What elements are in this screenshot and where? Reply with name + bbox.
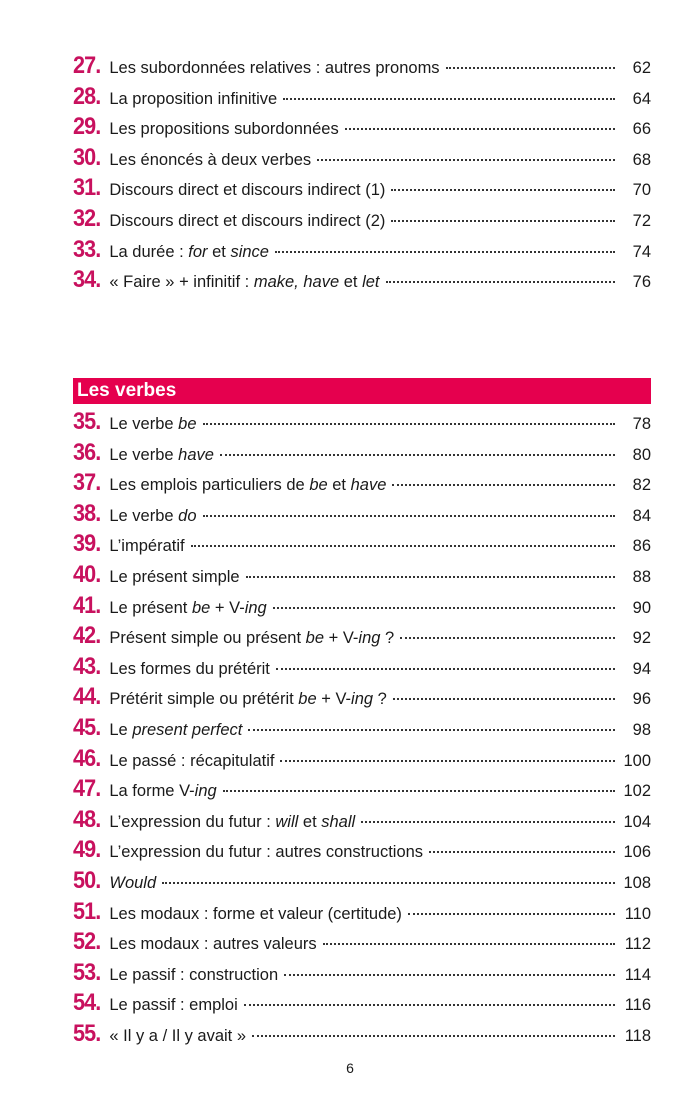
toc-leader-dots	[275, 250, 615, 253]
toc-leader-dots	[283, 97, 615, 100]
toc-entry-title-text: Le présent	[109, 598, 192, 617]
toc-entry-number: 50.	[73, 866, 101, 894]
toc-entry-page: 76	[632, 273, 651, 292]
toc-entry[interactable]	[73, 408, 651, 439]
toc-entry-title-italic: shall	[321, 812, 356, 831]
toc-entry[interactable]	[73, 236, 651, 267]
toc-entry-page: 104	[623, 812, 651, 831]
toc-entry-page: 96	[632, 690, 651, 709]
toc-entry[interactable]	[73, 469, 651, 500]
toc-entry-title-text: Les emplois particuliers de	[109, 476, 310, 495]
toc-leader-dots	[391, 188, 615, 191]
toc-entry-page: 66	[632, 120, 651, 139]
toc-leader-dots	[391, 219, 615, 222]
toc-entry-title-text: « Faire » + infinitif :	[109, 273, 254, 292]
toc-leader-dots	[392, 483, 615, 486]
toc-entry-title-text: « Il y a / Il y avait »	[109, 1026, 247, 1045]
toc-entry[interactable]	[73, 561, 651, 592]
toc-entry-number: 30.	[73, 143, 101, 171]
toc-entry[interactable]	[73, 714, 651, 745]
toc-entry-title-text: Les modaux : autres valeurs	[109, 935, 317, 954]
toc-leader-dots	[191, 544, 615, 547]
toc-entry-page: 110	[624, 904, 651, 923]
toc-entry-number: 34.	[73, 266, 101, 294]
toc-entry-title-text: Les énoncés à deux verbes	[109, 150, 312, 169]
toc-entry-title-text: + V-	[316, 690, 352, 709]
toc-entry-page: 86	[632, 537, 651, 556]
toc-entry[interactable]	[73, 836, 651, 867]
toc-entry-page: 78	[632, 415, 651, 433]
toc-entry-page: 100	[623, 751, 651, 770]
toc-leader-dots	[276, 667, 615, 670]
toc-leader-dots	[323, 942, 615, 945]
toc-entry-title-text: L’impératif	[109, 537, 185, 556]
toc-entry-title-text: ?	[373, 690, 387, 709]
toc-entry-title-italic: do	[178, 506, 197, 525]
toc-entry-title	[109, 1027, 246, 1046]
toc-entry-page: 116	[624, 996, 651, 1015]
toc-entry[interactable]	[73, 775, 651, 806]
toc-entry-title-text: Le passé : récapitulatif	[109, 751, 275, 770]
toc-entry-page: 82	[632, 476, 651, 495]
toc-entry-number: 49.	[73, 836, 101, 864]
toc-leader-dots	[446, 66, 615, 69]
toc-entry-number: 43.	[73, 652, 101, 680]
toc-entry-title	[109, 599, 266, 618]
toc-entry-title-text: L’expression du futur :	[109, 812, 276, 831]
toc-entry-title	[109, 721, 242, 740]
toc-entry-number: 39.	[73, 530, 101, 558]
toc-entry-number: 45.	[73, 713, 101, 741]
toc-entry[interactable]	[73, 52, 651, 83]
toc-entry-title-text: Discours direct et discours indirect (2)	[109, 211, 386, 230]
toc-leader-dots	[244, 1003, 615, 1006]
toc-entry-title-italic: have	[350, 476, 387, 495]
toc-entry-page: 112	[624, 935, 651, 954]
toc-leader-dots	[203, 514, 615, 517]
toc-entry[interactable]	[73, 592, 651, 623]
toc-entry-title	[109, 782, 216, 801]
toc-entry-title-text: Le passif : construction	[109, 965, 279, 984]
toc-entry-title-text: Le	[109, 720, 133, 739]
toc-leader-dots	[248, 728, 615, 731]
toc-entry[interactable]	[73, 266, 651, 297]
toc-leader-dots	[203, 422, 615, 425]
toc-entry-number: 27.	[73, 52, 101, 79]
toc-entry-title-text: La durée :	[109, 242, 189, 261]
toc-entry-title	[109, 629, 394, 648]
toc-entry-number: 36.	[73, 438, 101, 466]
toc-entry-number: 46.	[73, 744, 101, 772]
toc-entry-title-text: La proposition infinitive	[109, 89, 278, 108]
toc-entry[interactable]	[73, 500, 651, 531]
toc-entry[interactable]	[73, 898, 651, 929]
toc-entry[interactable]	[73, 205, 651, 236]
toc-entry[interactable]	[73, 439, 651, 470]
toc-entry[interactable]	[73, 530, 651, 561]
toc-entry-page: 118	[624, 1026, 651, 1045]
toc-entry-title	[109, 966, 278, 985]
toc-entry-title	[109, 415, 196, 434]
toc-entry-page: 92	[632, 629, 651, 648]
toc-entry-title-italic: be	[191, 598, 211, 617]
toc-leader-dots	[429, 850, 615, 853]
toc-entry-page: 98	[632, 720, 651, 739]
toc-entry[interactable]	[73, 622, 651, 653]
toc-entry-title	[109, 874, 156, 893]
toc-entry-title-text: Les subordonnées relatives : autres pronoms	[109, 59, 440, 77]
toc-entry[interactable]	[73, 928, 651, 959]
toc-entry-title	[109, 568, 239, 587]
toc-entry-title	[109, 59, 439, 78]
toc-leader-dots	[393, 697, 615, 700]
toc-entry-number: 55.	[73, 1019, 101, 1047]
toc-entry-number: 31.	[73, 174, 101, 202]
toc-entry-title	[109, 151, 311, 170]
toc-entry-number: 38.	[73, 499, 101, 527]
toc-entry-page: 106	[623, 843, 651, 862]
toc-entry-title-italic: ing	[351, 690, 374, 709]
toc-entry-title-text: La forme V-	[109, 782, 195, 801]
toc-entry-title	[109, 660, 270, 679]
toc-entry-number: 47.	[73, 775, 101, 803]
toc-entry-page: 102	[623, 782, 651, 801]
toc-entry-title-text: Le verbe	[109, 506, 179, 525]
toc-entry-page: 68	[632, 150, 651, 169]
toc-entry-title-italic: since	[230, 242, 269, 261]
toc-entry-page: 80	[632, 445, 651, 464]
toc-leader-dots	[162, 881, 615, 884]
toc-entry-title	[109, 537, 184, 556]
toc-entry-title-text: Le verbe	[109, 445, 179, 464]
toc-entry-number: 35.	[73, 408, 101, 435]
toc-entry-title	[109, 476, 386, 495]
toc-entry-number: 54.	[73, 989, 101, 1017]
toc-entry-title	[109, 752, 274, 771]
toc-entry-title-text: + V-	[210, 598, 245, 617]
toc-leader-dots	[252, 1034, 615, 1037]
toc-entry-title-italic: make, have	[253, 273, 340, 292]
toc-entry-title-text: Les formes du prétérit	[109, 659, 270, 678]
toc-entry-title-text: Prétérit simple ou prétérit	[109, 690, 299, 709]
toc-entry-title-text: et	[327, 476, 351, 495]
toc-entry-title-italic: be	[309, 476, 328, 495]
toc-leader-dots	[273, 606, 615, 609]
toc-entry-page: 94	[632, 659, 651, 678]
toc-entry-number: 29.	[73, 113, 101, 141]
toc-entry-title-italic: be	[178, 415, 197, 433]
toc-leader-dots	[345, 127, 615, 130]
toc-entry-page: 114	[624, 965, 651, 984]
toc-entry-number: 28.	[73, 82, 101, 110]
toc-entry-title-italic: will	[275, 812, 299, 831]
toc-entry-page: 72	[632, 211, 651, 230]
toc-entry-title-italic: Would	[109, 873, 157, 892]
toc-entry[interactable]	[73, 113, 651, 144]
toc-entry-number: 42.	[73, 622, 101, 650]
toc-entry-title-text: Les modaux : forme et valeur (certitude)	[109, 904, 402, 923]
toc-entry-title	[109, 935, 316, 954]
toc-entry[interactable]	[73, 653, 651, 684]
toc-entry-title	[109, 813, 355, 832]
toc-entry-number: 41.	[73, 591, 101, 619]
toc-entry-number: 52.	[73, 928, 101, 956]
toc-entry[interactable]	[73, 745, 651, 776]
toc-leader-dots	[400, 636, 615, 639]
toc-entry-title	[109, 120, 338, 139]
toc-entry-title-italic: ing	[244, 598, 267, 617]
toc-entry-number: 32.	[73, 204, 101, 232]
toc-entry-title-italic: ing	[358, 629, 381, 648]
toc-entry[interactable]	[73, 806, 651, 837]
section-heading-les-verbes: Les verbes	[73, 378, 651, 404]
toc-leader-dots	[246, 575, 615, 578]
toc-entry-page: 108	[623, 873, 651, 892]
toc-entry-page: 70	[632, 181, 651, 200]
toc-entry[interactable]	[73, 174, 651, 205]
toc-entry-title-text: Le passif : emploi	[109, 996, 238, 1015]
toc-entry-page: 84	[632, 506, 651, 525]
toc-entry[interactable]	[73, 867, 651, 898]
toc-entry[interactable]	[73, 683, 651, 714]
toc-entry[interactable]	[73, 959, 651, 990]
toc-entry-page: 64	[632, 89, 651, 108]
toc-entry-title-italic: ing	[194, 782, 217, 801]
toc-entry-title	[109, 996, 237, 1015]
toc-entry-title	[109, 843, 423, 862]
toc-entry-title	[109, 905, 402, 924]
toc-leader-dots	[284, 973, 615, 976]
toc-entry-title	[109, 507, 196, 526]
toc-entry-title	[109, 212, 385, 231]
toc-entry-title-text: et	[339, 273, 363, 292]
toc-entry-page: 74	[632, 242, 651, 261]
toc-entry-title	[109, 243, 269, 262]
toc-entry-title	[109, 181, 385, 200]
toc-entry-number: 51.	[73, 897, 101, 925]
toc-entry-page: 90	[632, 598, 651, 617]
toc-leader-dots	[220, 453, 615, 456]
toc-leader-dots	[317, 158, 615, 161]
toc-entry-title-text: L’expression du futur : autres constructions	[109, 843, 424, 862]
toc-entry-title-italic: for	[188, 242, 208, 261]
toc-entry-title-italic: be	[298, 690, 317, 709]
toc-entry-title-italic: let	[362, 273, 380, 292]
toc-leader-dots	[361, 820, 615, 823]
toc-leader-dots	[280, 759, 615, 762]
page-number: 6	[346, 1060, 354, 1076]
toc-leader-dots	[386, 280, 616, 283]
toc-entry-number: 53.	[73, 958, 101, 986]
toc-leader-dots	[408, 912, 615, 915]
toc-entry-page: 62	[632, 59, 651, 77]
toc-entry-title	[109, 90, 277, 109]
toc-list-top	[73, 52, 651, 297]
toc-entry[interactable]	[73, 83, 651, 114]
toc-entry-title-text: et	[207, 242, 231, 261]
toc-list-verbes	[73, 408, 651, 1050]
toc-entry-number: 37.	[73, 469, 101, 497]
toc-entry-number: 48.	[73, 805, 101, 833]
toc-entry-title-text: Le verbe	[109, 415, 179, 433]
toc-entry[interactable]	[73, 989, 651, 1020]
toc-entry-number: 40.	[73, 560, 101, 588]
toc-entry-title-italic: present perfect	[132, 720, 243, 739]
toc-entry-title	[109, 690, 386, 709]
toc-entry-title-italic: be	[305, 629, 325, 648]
toc-entry-page: 88	[632, 567, 651, 586]
toc-entry-title-italic: have	[178, 445, 214, 464]
toc-entry-number: 44.	[73, 683, 101, 711]
toc-entry-title-text: Discours direct et discours indirect (1)	[109, 181, 386, 200]
toc-leader-dots	[223, 789, 615, 792]
toc-entry-title-text: Les propositions subordonnées	[109, 120, 339, 139]
toc-entry-title-text: + V-	[324, 629, 359, 648]
toc-entry-title-text: Le présent simple	[109, 567, 240, 586]
toc-entry-title-text: Présent simple ou présent	[109, 629, 306, 648]
toc-entry-number: 33.	[73, 235, 101, 263]
toc-entry-title	[109, 446, 214, 465]
toc-entry[interactable]	[73, 144, 651, 175]
toc-entry-title-text: et	[298, 812, 322, 831]
toc-entry-title-text: ?	[380, 629, 395, 648]
toc-entry-title	[109, 273, 379, 292]
toc-entry[interactable]	[73, 1020, 651, 1051]
